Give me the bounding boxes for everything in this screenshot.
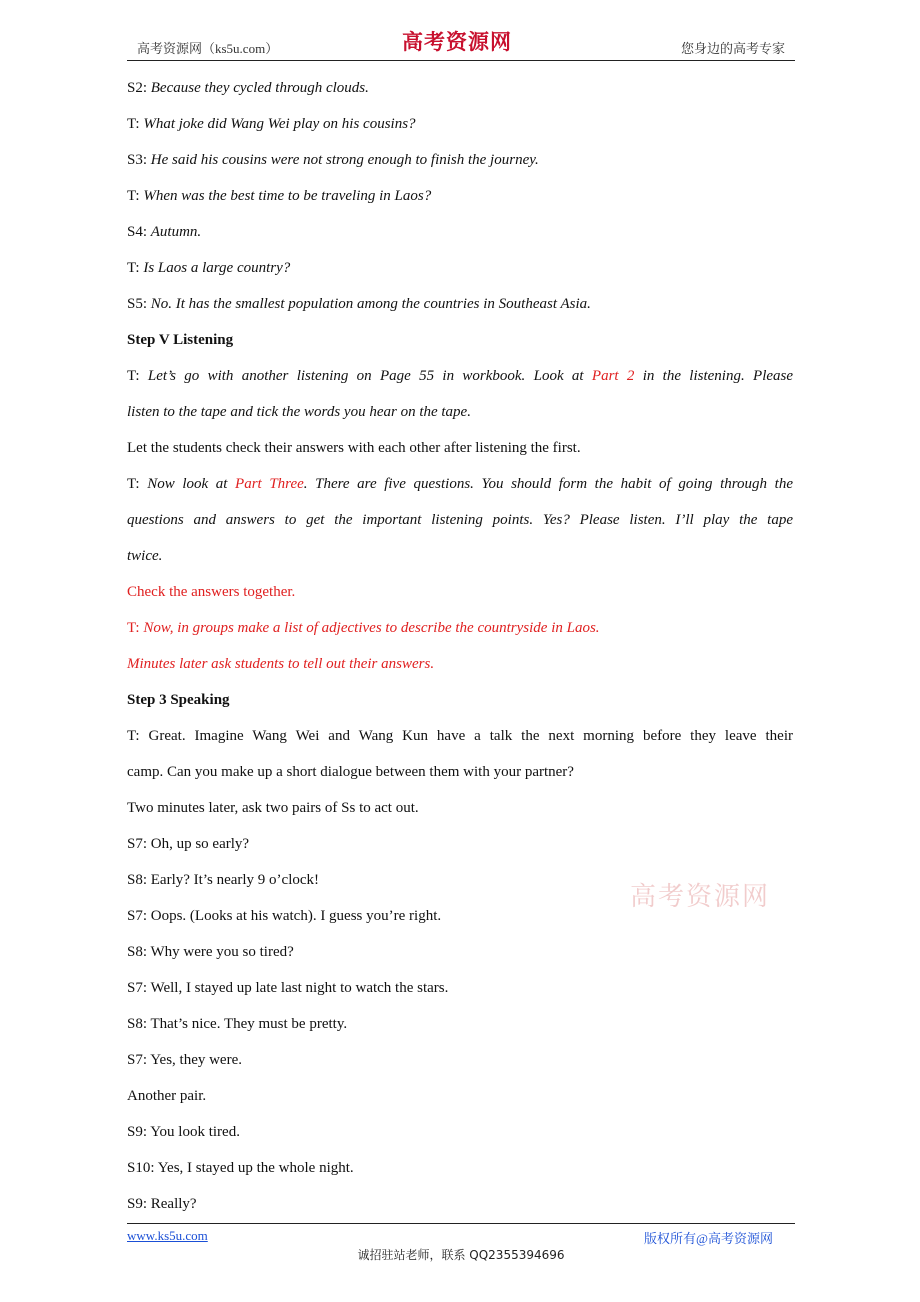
text-run: Is Laos a large country? [143, 260, 291, 276]
header-site-name: 高考资源网（ks5u.com） [137, 41, 279, 56]
text-run: Step 3 Speaking [127, 692, 230, 708]
text-line [127, 934, 793, 970]
text-line [127, 718, 793, 754]
text-run: S2: [127, 80, 151, 96]
text-run: Autumn. [150, 224, 202, 240]
text-run: Part 2 [591, 368, 635, 384]
text-run: S7: Oops. (Looks at his watch). I guess you’re right. [127, 908, 442, 924]
text-run: twice. [127, 548, 163, 564]
text-line [127, 502, 793, 538]
text-run: S7: Yes, they were. [127, 1052, 242, 1068]
text-run: in the listening. Please [634, 368, 794, 384]
text-line [127, 970, 793, 1006]
header-slogan: 您身边的高考专家 [680, 41, 785, 56]
page-footer [127, 1223, 795, 1262]
text-run: T: [127, 476, 148, 492]
footer-contact: 诚招驻站老师，联系 QQ2355394696 [357, 1248, 565, 1262]
text-run: Let’s go with another listening on Page 55 in workbook. Look at [147, 368, 592, 384]
text-run: T: [127, 368, 148, 384]
text-run: T: [127, 116, 144, 132]
text-run: S8: That’s nice. They must be pretty. [127, 1016, 348, 1032]
text-run: S9: Really? [127, 1196, 197, 1212]
text-line [127, 826, 793, 862]
text-run: Because they cycled through clouds. [150, 80, 369, 96]
text-run: S7: Well, I stayed up late last night to watch the stars. [127, 980, 449, 996]
text-line [127, 178, 793, 214]
text-line [127, 682, 793, 718]
text-line [127, 1042, 793, 1078]
text-run: Now, in groups make a list of adjectives to describe the countryside in Laos. [143, 620, 600, 636]
text-run: Step V Listening [127, 332, 234, 348]
text-line [127, 430, 793, 466]
text-line [127, 1114, 793, 1150]
text-line [127, 790, 793, 826]
text-run: S9: You look tired. [127, 1124, 240, 1140]
text-run: Now look at [147, 476, 236, 492]
text-line [127, 1150, 793, 1186]
text-line [127, 1078, 793, 1114]
text-run: He said his cousins were not strong enough to finish the journey. [150, 152, 539, 168]
text-run: S4: [127, 224, 151, 240]
text-line [127, 574, 793, 610]
text-run: S8: Early? It’s nearly 9 o’clock! [127, 872, 320, 888]
text-run: S7: Oh, up so early? [127, 836, 250, 852]
text-run: T: Great. Imagine Wang Wei and Wang Kun have a talk the next morning before they leave their [127, 728, 793, 744]
page-header [127, 30, 795, 61]
text-run: When was the best time to be traveling in Laos? [143, 188, 432, 204]
text-run: S3: [127, 152, 151, 168]
text-line [127, 466, 793, 502]
header-logo: 高考资源网 [402, 30, 512, 54]
text-line [127, 754, 793, 790]
text-run: Minutes later ask students to tell out their answers. [127, 656, 435, 672]
text-line [127, 358, 793, 394]
text-run: No. It has the smallest population among the countries in Southeast Asia. [150, 296, 591, 312]
text-line [127, 1006, 793, 1042]
text-run: questions and answers to get the important listening points. Yes? Please listen. I’ll play the tape [127, 512, 793, 528]
document-body [127, 70, 793, 1222]
text-line [127, 286, 793, 322]
text-line [127, 250, 793, 286]
text-run: S10: Yes, I stayed up the whole night. [127, 1160, 354, 1176]
text-line [127, 214, 793, 250]
text-line [127, 142, 793, 178]
text-run: T: [127, 260, 144, 276]
text-run: camp. Can you make up a short dialogue between them with your partner? [127, 764, 574, 780]
text-run: Part Three [235, 476, 304, 492]
text-run: What joke did Wang Wei play on his cousins? [143, 116, 416, 132]
text-run: S8: Why were you so tired? [127, 944, 294, 960]
text-run: Check the answers together. [127, 584, 296, 600]
text-run: S5: [127, 296, 151, 312]
text-line [127, 70, 793, 106]
text-line [127, 106, 793, 142]
text-run: T: [127, 188, 144, 204]
text-line [127, 394, 793, 430]
text-run: T: [127, 620, 144, 636]
text-run: Let the students check their answers with each other after listening the first. [127, 440, 581, 456]
text-line [127, 646, 793, 682]
text-run: Two minutes later, ask two pairs of Ss to act out. [127, 800, 419, 816]
text-line [127, 610, 793, 646]
text-line [127, 322, 793, 358]
text-line [127, 1186, 793, 1222]
footer-copyright: 版权所有@高考资源网 [644, 1231, 773, 1246]
footer-link[interactable]: www.ks5u.com [127, 1228, 208, 1243]
text-run: . There are five questions. You should form the habit of going through the [303, 476, 793, 492]
watermark: 高考资源网 [630, 882, 771, 911]
text-run: Another pair. [127, 1088, 207, 1104]
text-line [127, 538, 793, 574]
text-run: listen to the tape and tick the words you hear on the tape. [127, 404, 471, 420]
